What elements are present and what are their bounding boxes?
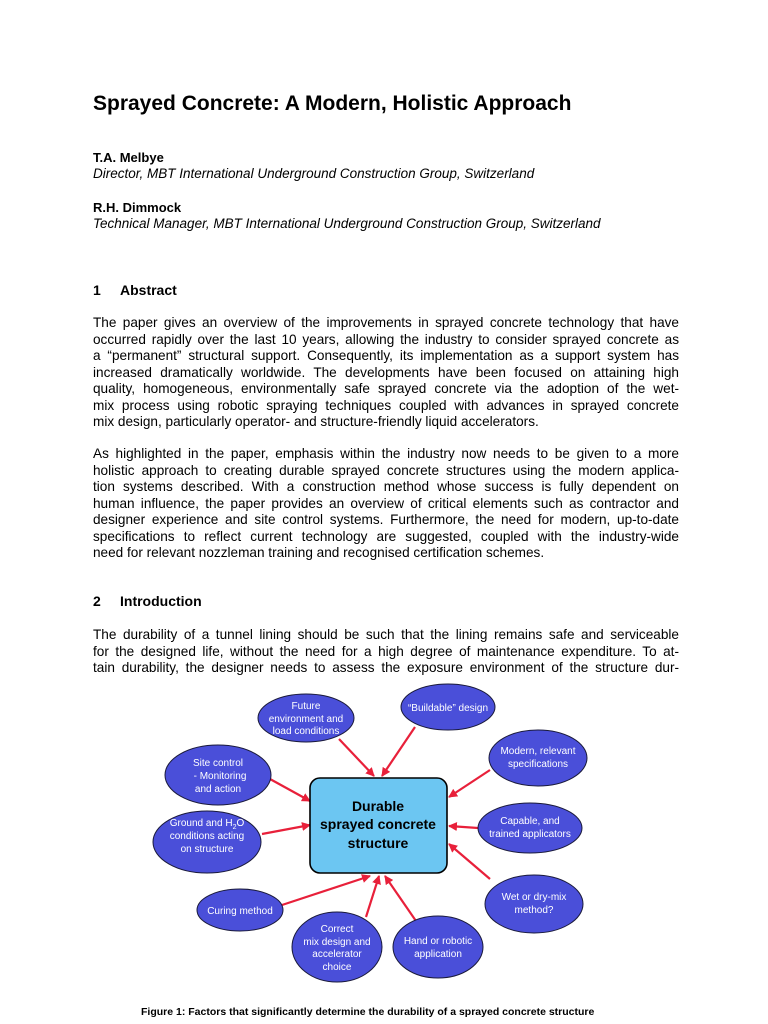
bubble-label-part: O [236, 818, 245, 829]
bubble-curing [197, 889, 283, 931]
arrow-buildable [382, 727, 415, 776]
arrow-future [339, 739, 374, 776]
bubble-label: Site control [192, 758, 244, 769]
text-line: mix design, particularly operator- and structure-friendly liquid accelerators. [93, 414, 539, 429]
section-title: Abstract [120, 282, 177, 298]
text-line: specifications to reflect current technology are suggested, coupled with the industry-wide [93, 528, 679, 544]
bubble-modern-specs [489, 730, 587, 786]
bubble-label: and action [194, 784, 242, 795]
text-line: tain durability, the designer needs to assess the exposure environment of the structure dur- [93, 660, 679, 675]
author-affiliation-2: Technical Manager, MBT International Underground Construction Group, Switzerland [93, 216, 601, 231]
bubble-label: specifications [507, 759, 569, 770]
bubble-label: environment and [268, 714, 344, 725]
arrow-mix-design [366, 876, 379, 917]
bubble-mix-design [292, 912, 382, 982]
section-title: Introduction [120, 593, 202, 609]
arrow-curing [282, 876, 370, 905]
center-label-2: sprayed concrete [320, 816, 436, 832]
author-affiliation-1: Director, MBT International Underground Construction Group, Switzerland [93, 166, 535, 181]
bubble-wet-dry [485, 875, 583, 933]
text-line: for the designed life, without the need for a high degree of maintenance expenditure. To at- [93, 643, 679, 659]
text-line: need for relevant nozzleman training and recognised certification schemes. [93, 545, 545, 560]
author-name-2: R.H. Dimmock [93, 200, 182, 215]
bubble-site-control [165, 745, 271, 805]
bubble-label: Future [291, 701, 321, 712]
bubble-label: on structure [180, 844, 234, 855]
bubble-label: application [414, 949, 462, 960]
bubble-buildable [401, 684, 495, 730]
bubble-label: accelerator [312, 949, 362, 960]
bubble-ground [153, 811, 261, 873]
text-line: As highlighted in the paper, emphasis within the industry now needs to be given to a more [93, 446, 679, 461]
bubble-label: Hand or robotic [403, 936, 473, 947]
arrow-ground [262, 825, 310, 834]
text-line: human influence, the paper provides an overview of critical elements such as contractor and [93, 495, 679, 511]
text-line: The paper gives an overview of the improvements in sprayed concrete technology that have [93, 315, 679, 330]
arrow-wet-dry [449, 844, 490, 879]
text-line: mix process using robotic spraying techniques coupled with advances in sprayed concrete [93, 397, 679, 413]
bubble-label: - Monitoring [193, 771, 247, 782]
abstract-paragraph-2 [93, 446, 679, 562]
text-line: a “permanent” structural support. Consequently, its implementation as a support system has [93, 348, 679, 363]
bubble-label: mix design and [303, 937, 371, 948]
bubble-capable [478, 803, 582, 853]
arrow-modern-specs [449, 770, 490, 797]
bubble-hand-robotic [393, 916, 483, 978]
durability-factors-diagram [150, 682, 620, 992]
paper-title: Sprayed Concrete: A Modern, Holistic Approach [93, 92, 572, 115]
bubble-label: choice [322, 962, 352, 973]
bubble-label-subscript: 2 [232, 824, 237, 831]
text-line: quality, homogeneous, environmentally safe sprayed concrete via the adoption of the wet- [93, 381, 679, 396]
text-line: occurred rapidly over the last 10 years, allowing the industry to consider sprayed concrete as [93, 331, 679, 347]
center-label-3: structure [347, 835, 409, 851]
bubble-future [258, 694, 354, 742]
introduction-paragraph-1 [93, 627, 679, 677]
text-line: holistic approach to creating durable sprayed concrete structures using the modern applica- [93, 462, 679, 478]
figure-caption: Figure 1: Factors that significantly determine the durability of a sprayed concrete structure [141, 1006, 595, 1018]
text-line: increased dramatically worldwide. The developments have been focused on attaining high [93, 364, 679, 380]
text-line: The durability of a tunnel lining should be such that the lining remains safe and serviceable [93, 627, 679, 642]
section-heading-introduction [93, 593, 202, 609]
bubble-label-part: Ground and H [169, 818, 233, 829]
bubble-label: “Buildable” design [407, 703, 489, 714]
bubble-label: Capable, and [500, 816, 560, 827]
author-name-1: T.A. Melbye [93, 150, 164, 165]
bubble-label: method? [514, 905, 554, 916]
bubble-label: Correct [320, 924, 354, 935]
center-label-1: Durable [351, 798, 405, 814]
section-heading-abstract [93, 282, 177, 298]
arrow-hand-robotic [385, 876, 416, 921]
bubble-label: Wet or dry-mix [501, 892, 567, 903]
bubble-label: Modern, relevant [500, 746, 576, 757]
bubble-label: load conditions [272, 726, 340, 737]
text-line: tion systems described. With a construction method whose success is fully dependent on [93, 479, 679, 494]
abstract-paragraph-1 [93, 315, 679, 431]
bubble-label: trained applicators [489, 829, 571, 840]
text-line: designer experience and site control systems. Furthermore, the need for modern, up-to-date [93, 512, 679, 527]
arrow-capable [449, 826, 478, 828]
bubble-label: conditions acting [169, 831, 245, 842]
arrow-site-control [270, 779, 310, 801]
section-number: 2 [93, 593, 101, 609]
section-number: 1 [93, 282, 101, 298]
bubble-label: Curing method [207, 906, 273, 917]
